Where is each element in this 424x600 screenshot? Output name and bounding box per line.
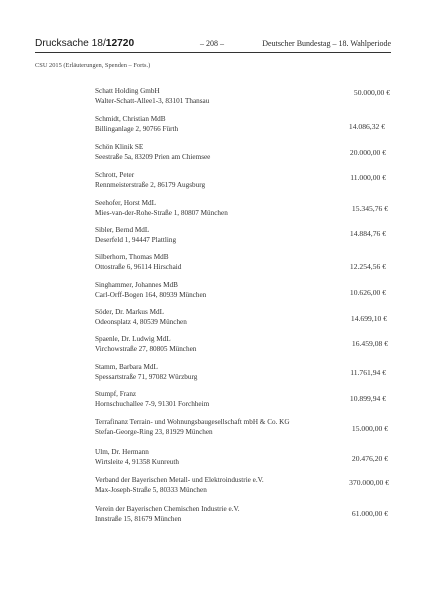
document-number: 12720 xyxy=(105,38,135,49)
donor-address: Walter-Schatt-Allee1-3, 83101 Thansau xyxy=(95,96,210,105)
donation-amount: 20.000,00 € xyxy=(349,148,386,157)
donation-entry xyxy=(95,505,395,531)
donation-amount: 11.000,00 € xyxy=(350,173,386,182)
donation-entry xyxy=(95,308,395,334)
donation-amount: 14.699,10 € xyxy=(350,314,387,323)
donation-entry xyxy=(95,476,395,502)
donation-amount: 14.884,76 € xyxy=(349,229,386,238)
donor-address: Innstraße 15, 81679 München xyxy=(95,514,182,523)
donor-address: Wirtsleite 4, 91358 Kunreuth xyxy=(95,457,179,466)
donor-address: Spessartstraße 71, 97082 Würzburg xyxy=(95,372,198,381)
donor-address: Mies-van-der-Rohe-Straße 1, 80807 München xyxy=(95,208,228,217)
donation-entry xyxy=(95,281,395,307)
donor-address: Hornschuchallee 7-9, 91301 Forchheim xyxy=(95,399,210,408)
donation-amount: 370.000,00 € xyxy=(349,478,389,487)
document-prefix: Drucksache 18/ xyxy=(35,38,106,49)
donor-name: Stumpf, Franz xyxy=(95,390,137,398)
donor-name: Silberhorn, Thomas MdB xyxy=(95,253,169,261)
donation-entry xyxy=(95,115,395,141)
donation-amount: 15.345,76 € xyxy=(351,204,388,213)
donor-name: Sibler, Bernd MdL xyxy=(95,226,150,234)
donation-entry xyxy=(95,199,395,225)
donor-name: Ulm, Dr. Hermann xyxy=(95,448,149,456)
page-number: – 208 – xyxy=(200,39,224,48)
donor-address: Carl-Orff-Bogen 164, 80939 München xyxy=(95,290,207,299)
donation-entry xyxy=(95,253,395,279)
donation-amount: 11.761,94 € xyxy=(350,368,386,377)
donation-amount: 50.000,00 € xyxy=(353,88,390,97)
donor-address: Ottostraße 6, 96114 Hirschaid xyxy=(95,262,182,271)
donor-address: Odeonsplatz 4, 80539 München xyxy=(95,317,187,326)
donation-entry xyxy=(95,226,395,252)
donation-entry xyxy=(95,448,395,474)
donor-name: Singhammer, Johannes MdB xyxy=(95,281,178,289)
donation-amount: 16.459,08 € xyxy=(351,339,388,348)
donation-amount: 12.254,56 € xyxy=(349,262,386,271)
donation-entry xyxy=(95,335,395,361)
donor-address: Stefan-George-Ring 23, 81929 München xyxy=(95,427,213,436)
donation-entry xyxy=(95,143,395,169)
donation-entry xyxy=(95,418,395,444)
donor-name: Terrafinanz Terrain- und Wohnungsbaugesellschaft mbH & Co. KG xyxy=(95,418,290,426)
donor-name: Söder, Dr. Markus MdL xyxy=(95,308,164,316)
donor-name: Seehofer, Horst MdL xyxy=(95,199,156,207)
donor-name: Schatt Holding GmbH xyxy=(95,87,160,95)
donation-amount: 61.000,00 € xyxy=(351,509,388,518)
donation-entry xyxy=(95,87,395,113)
donor-name: Spaenle, Dr. Ludwig MdL xyxy=(95,335,171,343)
parliament-label: Deutscher Bundestag – 18. Wahlperiode xyxy=(262,39,391,48)
donor-address: Deserfeld 1, 94447 Plattling xyxy=(95,235,177,244)
donation-entry xyxy=(95,171,395,197)
donation-entry xyxy=(95,390,395,416)
donor-name: Verein der Bayerischen Chemischen Industrie e.V. xyxy=(95,505,240,513)
donor-name: Verband der Bayerischen Metall- und Elektroindustrie e.V. xyxy=(95,476,264,484)
donor-address: Rennmeisterstraße 2, 86179 Augsburg xyxy=(95,180,206,189)
donor-address: Billinganlage 2, 90766 Fürth xyxy=(95,124,179,133)
donation-amount: 10.899,94 € xyxy=(349,394,386,403)
donor-name: Schrott, Peter xyxy=(95,171,135,179)
donor-name: Schmidt, Christian MdB xyxy=(95,115,166,123)
donor-address: Seestraße 5a, 83209 Prien am Chiemsee xyxy=(95,152,211,161)
donation-amount: 20.476,20 € xyxy=(351,454,388,463)
donor-name: Schön Klinik SE xyxy=(95,143,144,151)
donor-address: Max-Joseph-Straße 5, 80333 München xyxy=(95,485,207,494)
donation-amount: 15.000,00 € xyxy=(351,424,388,433)
donor-address: Virchowstraße 27, 80805 München xyxy=(95,344,197,353)
section-subtitle: CSU 2015 (Erläuterungen, Spenden – Forts.) xyxy=(35,62,151,69)
donor-name: Stamm, Barbara MdL xyxy=(95,363,158,371)
donation-amount: 14.086,32 € xyxy=(348,122,385,131)
donation-entry xyxy=(95,363,395,389)
donation-amount: 10.626,00 € xyxy=(349,288,386,297)
